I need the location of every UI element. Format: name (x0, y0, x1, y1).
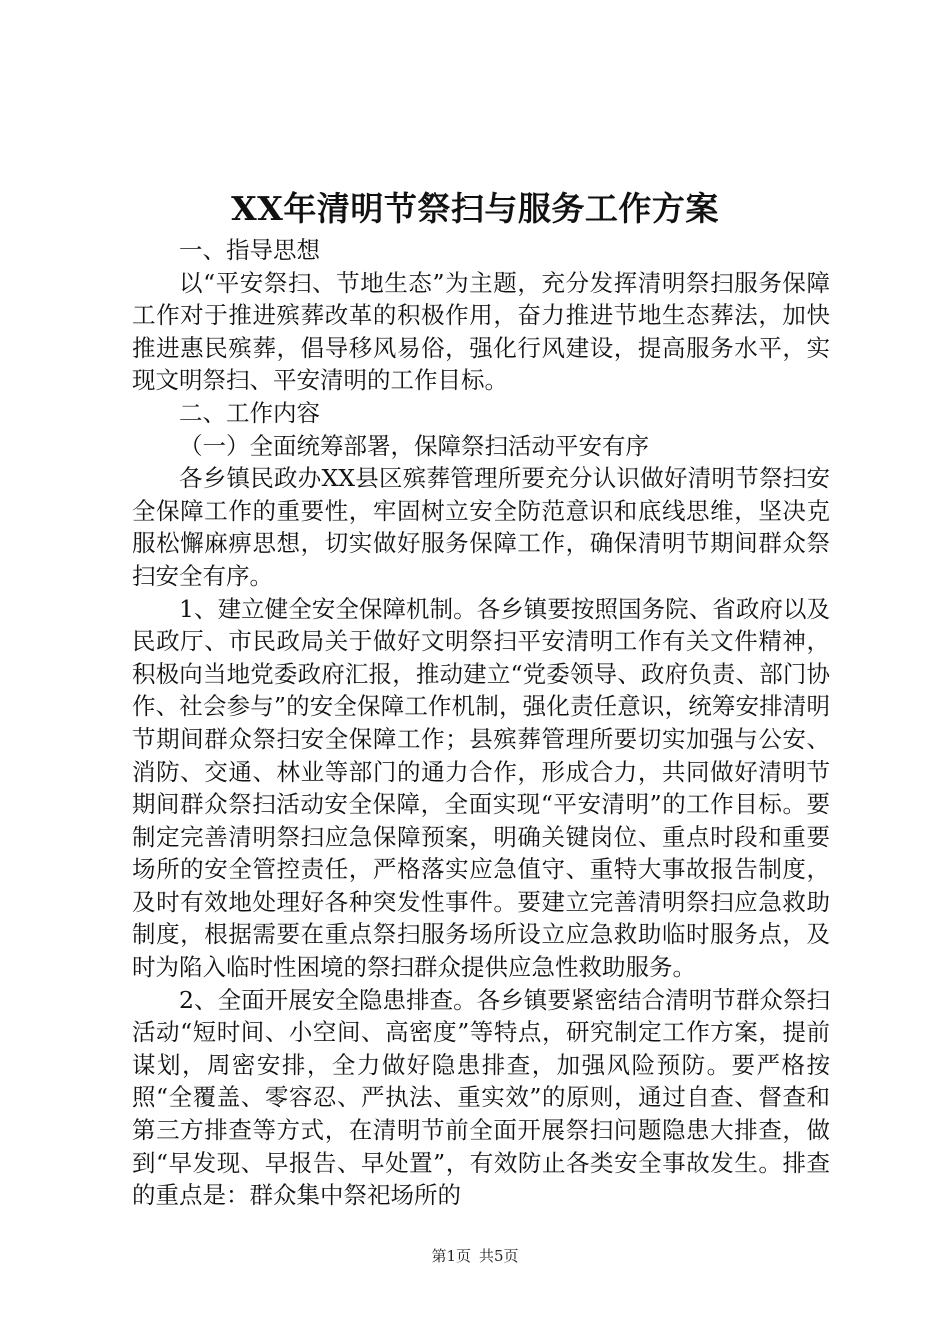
section-heading-guiding-ideology: 一、指导思想 (179, 236, 320, 264)
section-heading-work-content: 二、工作内容 (179, 398, 320, 427)
paragraph-overall-planning: 各乡镇民政办XX县区殡葬管理所要充分认识做好清明节祭扫安全保障工作的重要性，牢固树立安全防范意识和底线思维，坚决克服松懈麻痹思想，切实做好服务保障工作，确保清明节期间群众祭扫安全有序。 (132, 464, 830, 590)
page-total: 共5页 (479, 1247, 519, 1265)
paragraph-hazard-inspection: 2、全面开展安全隐患排查。各乡镇要紧密结合清明节群众祭扫活动“短时间、小空间、高密度”等特点，研究制定工作方案，提前谋划，周密安排，全力做好隐患排查，加强风险预防。要严格按照“全覆盖、零容忍、严执法、重实效”的原则，通过自查、督查和第三方排查等方式，在清明节前全面开展祭扫问题隐患大排查，做到“早发现、早报告、早处置”，有效防止各类安全事故发生。排查的重点是：群众集中祭祀场所的 (132, 985, 830, 1210)
subsection-heading-overall-planning: （一）全面统筹部署，保障祭扫活动平安有序 (179, 431, 649, 460)
page-footer (0, 1246, 950, 1266)
paragraph-safety-mechanism: 1、建立健全安全保障机制。各乡镇要按照国务院、省政府以及民政厅、市民政局关于做好文明祭扫平安清明工作有关文件精神，积极向当地党委政府汇报，推动建立“党委领导、政府负责、部门协作、社会参与”的安全保障工作机制，强化责任意识，统筹安排清明节期间群众祭扫安全保障工作；县殡葬管理所要切实加强与公安、消防、交通、林业等部门的通力合作，形成合力，共同做好清明节期间群众祭扫活动安全保障，全面实现“平安清明”的工作目标。要制定完善清明祭扫应急保障预案，明确关键岗位、重点时段和重要场所的安全管控责任，严格落实应急值守、重特大事故报告制度，及时有效地处理好各种突发性事件。要建立完善清明祭扫应急救助制度，根据需要在重点祭扫服务场所设立应急救助临时服务点，及时为陷入临时性困境的祭扫群众提供应急性救助服务。 (132, 594, 830, 982)
document-body (132, 234, 830, 1212)
paragraph-guiding-ideology: 以“平安祭扫、节地生态”为主题，充分发挥清明祭扫服务保障工作对于推进殡葬改革的积极作用，奋力推进节地生态葬法，加快推进惠民殡葬，倡导移风易俗，强化行风建设，提高服务水平，实现文明祭扫、平安清明的工作目标。 (132, 268, 830, 395)
page-number: 第1页 (431, 1247, 471, 1265)
document-title: XX年清明节祭扫与服务工作方案 (231, 189, 719, 228)
